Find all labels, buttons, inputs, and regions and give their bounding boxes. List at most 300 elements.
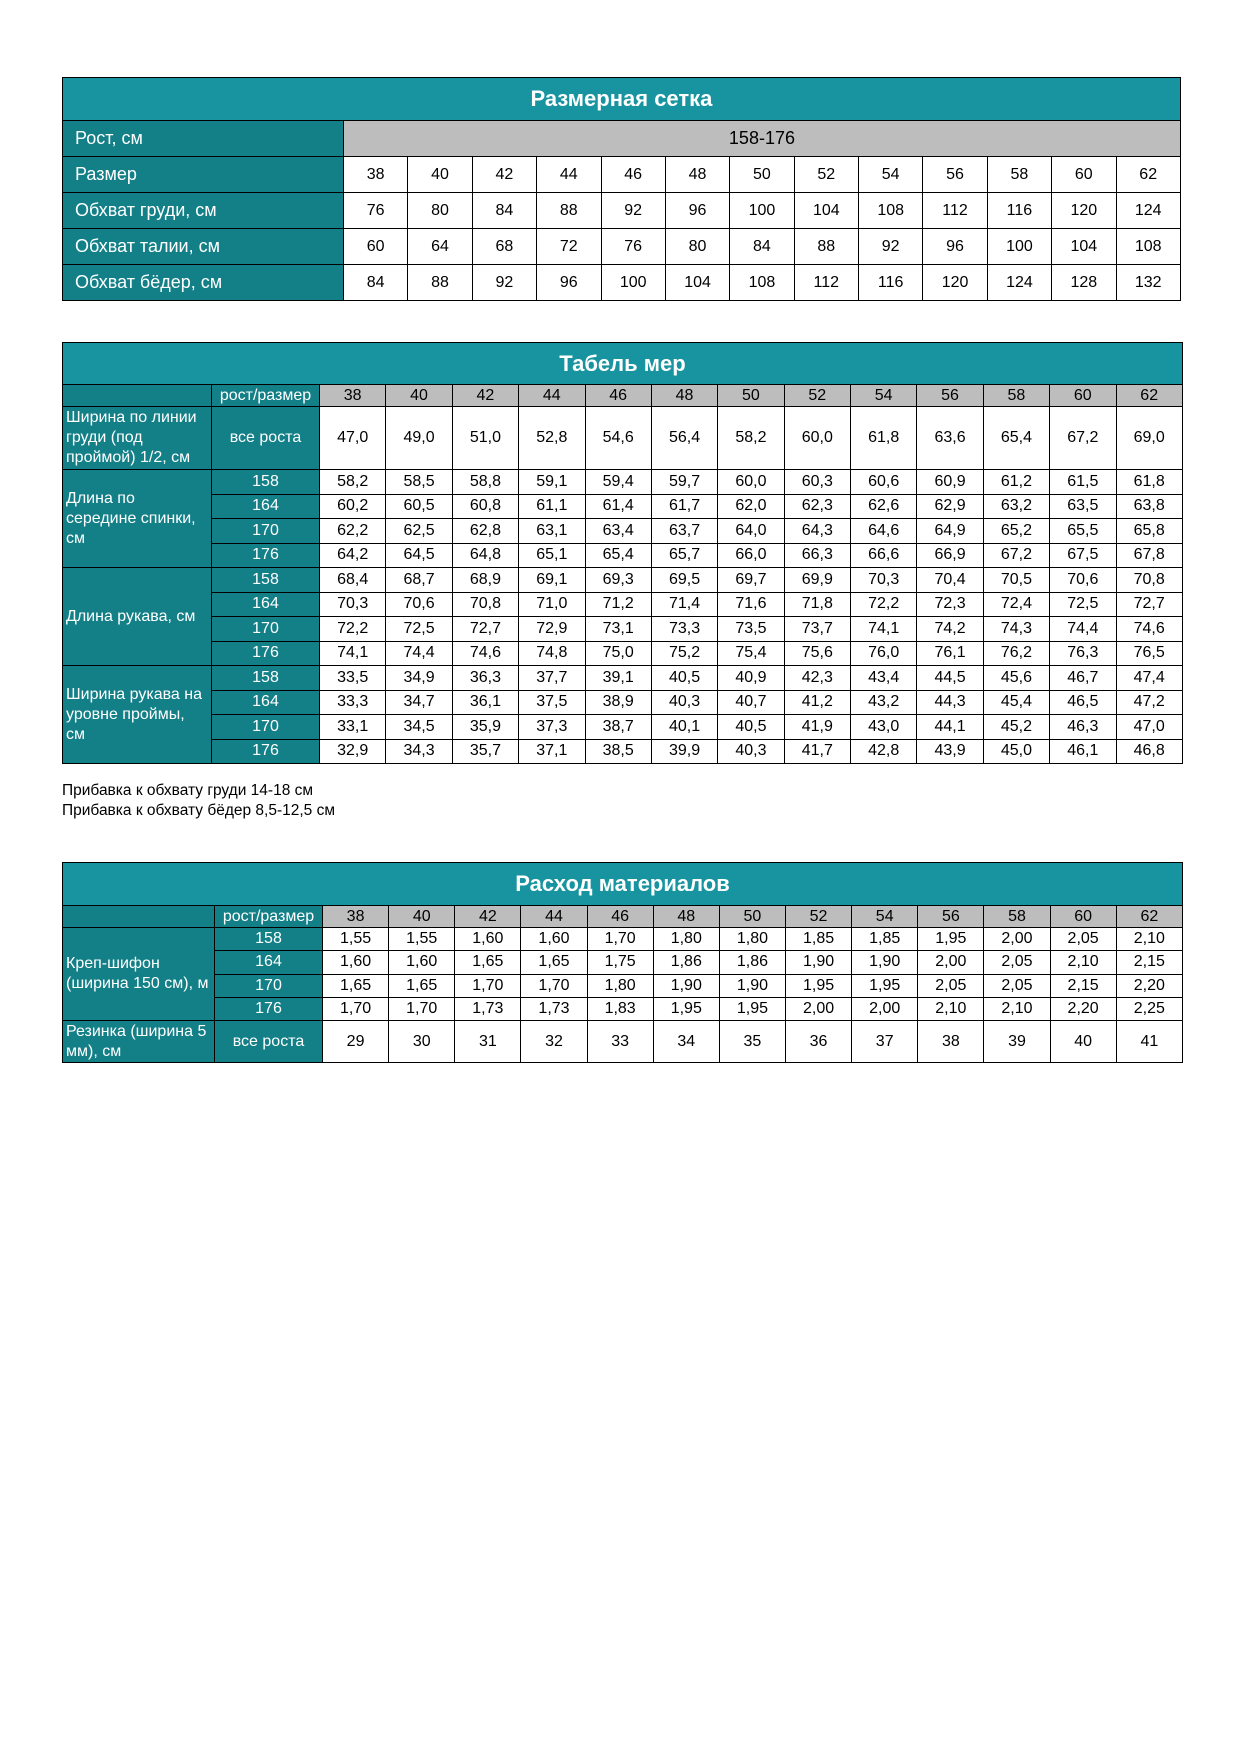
waist-cell: 100	[987, 229, 1051, 265]
hips-row	[63, 265, 1181, 301]
value-cell: 46,8	[1116, 739, 1182, 764]
value-cell: 61,7	[651, 494, 717, 519]
value-cell: 2,10	[1050, 951, 1116, 974]
value-cell: 1,73	[455, 997, 521, 1020]
value-cell: 34,7	[386, 690, 452, 715]
value-cell: 40,5	[651, 666, 717, 691]
hips-cell: 88	[408, 265, 472, 301]
size-header-cell: 44	[519, 385, 585, 407]
value-cell: 69,1	[519, 568, 585, 593]
value-cell: 1,90	[719, 974, 785, 997]
value-cell: 38,9	[585, 690, 651, 715]
value-cell: 60,6	[851, 470, 917, 495]
sizes-row	[63, 157, 1181, 193]
group-label: Длина рукава, см	[63, 568, 212, 666]
materials-table	[62, 862, 1183, 1063]
value-cell: 2,10	[1116, 928, 1182, 951]
value-cell: 64,8	[452, 543, 518, 568]
size-header-cell: 42	[452, 385, 518, 407]
height-cell: 164	[215, 951, 323, 974]
value-cell: 46,3	[1050, 715, 1116, 740]
value-cell: 60,2	[320, 494, 386, 519]
chest-cell: 92	[601, 193, 665, 229]
size-header-cell: 42	[455, 906, 521, 928]
measure-row	[63, 543, 1183, 568]
value-cell: 73,1	[585, 617, 651, 642]
waist-cell: 84	[730, 229, 794, 265]
height-cell: 164	[212, 690, 320, 715]
value-cell: 71,4	[651, 592, 717, 617]
waist-cell: 68	[472, 229, 536, 265]
value-cell: 68,4	[320, 568, 386, 593]
value-cell: 67,5	[1050, 543, 1116, 568]
waist-cell: 104	[1052, 229, 1116, 265]
value-cell: 76,3	[1050, 641, 1116, 666]
measure-row	[63, 641, 1183, 666]
value-cell: 38,5	[585, 739, 651, 764]
value-cell: 2,00	[852, 997, 918, 1020]
value-cell: 69,3	[585, 568, 651, 593]
value-cell: 75,2	[651, 641, 717, 666]
measure-row	[63, 494, 1183, 519]
value-cell: 52,8	[519, 407, 585, 470]
waist-cell: 64	[408, 229, 472, 265]
value-cell: 72,3	[917, 592, 983, 617]
size-cell: 42	[472, 157, 536, 193]
value-cell: 35	[719, 1021, 785, 1063]
value-cell: 35,7	[452, 739, 518, 764]
size-header-cell: 38	[320, 385, 386, 407]
measure-row	[63, 739, 1183, 764]
value-cell: 62,3	[784, 494, 850, 519]
value-cell: 62,2	[320, 519, 386, 544]
size-header-cell: 38	[323, 906, 389, 928]
value-cell: 58,2	[718, 407, 784, 470]
size-grid-title: Размерная сетка	[63, 78, 1181, 121]
value-cell: 37,7	[519, 666, 585, 691]
value-cell: 2,05	[1050, 928, 1116, 951]
value-cell: 1,70	[389, 997, 455, 1020]
size-header-cell: 50	[719, 906, 785, 928]
value-cell: 64,5	[386, 543, 452, 568]
header-blank-cell	[63, 385, 212, 407]
value-cell: 1,73	[521, 997, 587, 1020]
value-cell: 65,4	[585, 543, 651, 568]
value-cell: 65,2	[983, 519, 1049, 544]
value-cell: 1,80	[653, 928, 719, 951]
hips-cell: 120	[923, 265, 987, 301]
value-cell: 1,90	[653, 974, 719, 997]
value-cell: 2,25	[1116, 997, 1182, 1020]
measure-row	[63, 1021, 1183, 1063]
value-cell: 43,4	[851, 666, 917, 691]
height-cell: 170	[215, 974, 323, 997]
chest-label: Обхват груди, см	[63, 193, 344, 229]
value-cell: 72,7	[1116, 592, 1182, 617]
value-cell: 58,5	[386, 470, 452, 495]
size-header-cell: 46	[587, 906, 653, 928]
value-cell: 68,9	[452, 568, 518, 593]
value-cell: 72,4	[983, 592, 1049, 617]
value-cell: 73,7	[784, 617, 850, 642]
value-cell: 72,7	[452, 617, 518, 642]
size-header-cell: 52	[784, 385, 850, 407]
measure-row	[63, 715, 1183, 740]
note-hips-ease: Прибавка к обхвату бёдер 8,5-12,5 см	[62, 802, 336, 819]
value-cell: 58,2	[320, 470, 386, 495]
chest-cell: 104	[794, 193, 858, 229]
value-cell: 39	[984, 1021, 1050, 1063]
hips-cell: 108	[730, 265, 794, 301]
value-cell: 63,2	[983, 494, 1049, 519]
value-cell: 51,0	[452, 407, 518, 470]
value-cell: 72,2	[851, 592, 917, 617]
value-cell: 1,65	[521, 951, 587, 974]
value-cell: 54,6	[585, 407, 651, 470]
size-header-cell: 58	[983, 385, 1049, 407]
value-cell: 74,4	[386, 641, 452, 666]
value-cell: 63,1	[519, 519, 585, 544]
value-cell: 63,7	[651, 519, 717, 544]
value-cell: 64,2	[320, 543, 386, 568]
size-header-cell: 44	[521, 906, 587, 928]
value-cell: 29	[323, 1021, 389, 1063]
value-cell: 61,5	[1050, 470, 1116, 495]
height-cell: все роста	[215, 1021, 323, 1063]
value-cell: 65,4	[983, 407, 1049, 470]
value-cell: 70,5	[983, 568, 1049, 593]
value-cell: 74,6	[452, 641, 518, 666]
value-cell: 62,8	[452, 519, 518, 544]
value-cell: 62,5	[386, 519, 452, 544]
value-cell: 1,90	[785, 951, 851, 974]
value-cell: 76,0	[851, 641, 917, 666]
size-header-cell: 56	[917, 385, 983, 407]
value-cell: 70,4	[917, 568, 983, 593]
size-cell: 40	[408, 157, 472, 193]
value-cell: 75,6	[784, 641, 850, 666]
value-cell: 65,8	[1116, 519, 1182, 544]
value-cell: 1,86	[719, 951, 785, 974]
height-cell: 158	[215, 928, 323, 951]
value-cell: 47,2	[1116, 690, 1182, 715]
size-header-cell: 58	[984, 906, 1050, 928]
value-cell: 75,0	[585, 641, 651, 666]
value-cell: 63,6	[917, 407, 983, 470]
value-cell: 65,1	[519, 543, 585, 568]
value-cell: 49,0	[386, 407, 452, 470]
value-cell: 66,6	[851, 543, 917, 568]
value-cell: 40,7	[718, 690, 784, 715]
value-cell: 61,4	[585, 494, 651, 519]
measure-row	[63, 407, 1183, 470]
value-cell: 70,6	[1050, 568, 1116, 593]
value-cell: 47,4	[1116, 666, 1182, 691]
value-cell: 46,5	[1050, 690, 1116, 715]
value-cell: 40,3	[718, 739, 784, 764]
value-cell: 70,6	[386, 592, 452, 617]
materials-title: Расход материалов	[63, 863, 1183, 906]
value-cell: 71,8	[784, 592, 850, 617]
value-cell: 40,5	[718, 715, 784, 740]
waist-cell: 96	[923, 229, 987, 265]
value-cell: 34,9	[386, 666, 452, 691]
value-cell: 72,2	[320, 617, 386, 642]
value-cell: 1,65	[323, 974, 389, 997]
value-cell: 2,10	[918, 997, 984, 1020]
value-cell: 39,1	[585, 666, 651, 691]
value-cell: 46,1	[1050, 739, 1116, 764]
value-cell: 36,1	[452, 690, 518, 715]
measure-row	[63, 690, 1183, 715]
value-cell: 61,8	[851, 407, 917, 470]
value-cell: 59,7	[651, 470, 717, 495]
size-cell: 56	[923, 157, 987, 193]
value-cell: 33,5	[320, 666, 386, 691]
value-cell: 1,70	[323, 997, 389, 1020]
height-cell: 164	[212, 592, 320, 617]
value-cell: 40,3	[651, 690, 717, 715]
value-cell: 60,3	[784, 470, 850, 495]
value-cell: 64,9	[917, 519, 983, 544]
size-header-cell: 46	[585, 385, 651, 407]
size-cell: 50	[730, 157, 794, 193]
size-cell: 48	[665, 157, 729, 193]
value-cell: 60,9	[917, 470, 983, 495]
group-label: Длина по середине спинки, см	[63, 470, 212, 568]
height-cell: все роста	[212, 407, 320, 470]
value-cell: 2,05	[984, 951, 1050, 974]
measure-row	[63, 470, 1183, 495]
size-header-cell: 50	[718, 385, 784, 407]
value-cell: 56,4	[651, 407, 717, 470]
waist-cell: 76	[601, 229, 665, 265]
value-cell: 43,9	[917, 739, 983, 764]
value-cell: 40,9	[718, 666, 784, 691]
value-cell: 45,0	[983, 739, 1049, 764]
value-cell: 1,85	[785, 928, 851, 951]
measure-row	[63, 974, 1183, 997]
note-chest-ease: Прибавка к обхвату груди 14-18 см	[62, 782, 314, 799]
size-cell: 58	[987, 157, 1051, 193]
value-cell: 60,8	[452, 494, 518, 519]
chest-cell: 80	[408, 193, 472, 229]
value-cell: 36,3	[452, 666, 518, 691]
value-cell: 59,4	[585, 470, 651, 495]
height-range: 158-176	[344, 121, 1181, 157]
value-cell: 74,1	[851, 617, 917, 642]
chest-cell: 124	[1116, 193, 1180, 229]
height-cell: 158	[212, 568, 320, 593]
chest-cell: 100	[730, 193, 794, 229]
value-cell: 2,05	[918, 974, 984, 997]
size-cell: 38	[344, 157, 408, 193]
header-label-cell: рост/размер	[212, 385, 320, 407]
value-cell: 1,90	[852, 951, 918, 974]
value-cell: 63,4	[585, 519, 651, 544]
value-cell: 63,8	[1116, 494, 1182, 519]
value-cell: 1,65	[389, 974, 455, 997]
chest-cell: 84	[472, 193, 536, 229]
value-cell: 74,2	[917, 617, 983, 642]
value-cell: 71,0	[519, 592, 585, 617]
measure-row	[63, 617, 1183, 642]
chest-row	[63, 193, 1181, 229]
value-cell: 64,3	[784, 519, 850, 544]
value-cell: 66,9	[917, 543, 983, 568]
value-cell: 1,70	[455, 974, 521, 997]
size-header-cell: 40	[389, 906, 455, 928]
value-cell: 46,7	[1050, 666, 1116, 691]
value-cell: 73,3	[651, 617, 717, 642]
hips-cell: 124	[987, 265, 1051, 301]
value-cell: 61,8	[1116, 470, 1182, 495]
measure-row	[63, 928, 1183, 951]
value-cell: 60,0	[718, 470, 784, 495]
hips-cell: 100	[601, 265, 665, 301]
value-cell: 34	[653, 1021, 719, 1063]
value-cell: 34,3	[386, 739, 452, 764]
value-cell: 45,2	[983, 715, 1049, 740]
value-cell: 76,1	[917, 641, 983, 666]
value-cell: 2,20	[1116, 974, 1182, 997]
size-header-cell: 60	[1050, 385, 1116, 407]
group-label: Резинка (ширина 5 мм), см	[63, 1021, 215, 1063]
value-cell: 1,60	[323, 951, 389, 974]
size-cell: 46	[601, 157, 665, 193]
waist-cell: 92	[859, 229, 923, 265]
value-cell: 58,8	[452, 470, 518, 495]
value-cell: 41	[1116, 1021, 1182, 1063]
header-blank-cell	[63, 906, 215, 928]
value-cell: 41,9	[784, 715, 850, 740]
size-label: Размер	[63, 157, 344, 193]
value-cell: 64,0	[718, 519, 784, 544]
size-header-cell: 56	[918, 906, 984, 928]
header-row	[63, 906, 1183, 928]
value-cell: 65,7	[651, 543, 717, 568]
value-cell: 32,9	[320, 739, 386, 764]
size-cell: 60	[1052, 157, 1116, 193]
header-row	[63, 385, 1183, 407]
value-cell: 71,6	[718, 592, 784, 617]
value-cell: 60,0	[784, 407, 850, 470]
value-cell: 69,0	[1116, 407, 1182, 470]
value-cell: 1,55	[389, 928, 455, 951]
value-cell: 75,4	[718, 641, 784, 666]
height-cell: 164	[212, 494, 320, 519]
value-cell: 1,70	[587, 928, 653, 951]
value-cell: 37	[852, 1021, 918, 1063]
group-label: Ширина по линии груди (под проймой) 1/2, см	[63, 407, 212, 470]
height-cell: 176	[212, 641, 320, 666]
value-cell: 37,3	[519, 715, 585, 740]
value-cell: 1,95	[785, 974, 851, 997]
value-cell: 43,0	[851, 715, 917, 740]
materials-body	[63, 906, 1183, 1063]
value-cell: 40	[1050, 1021, 1116, 1063]
value-cell: 1,70	[521, 974, 587, 997]
value-cell: 76,2	[983, 641, 1049, 666]
value-cell: 1,60	[521, 928, 587, 951]
waist-cell: 80	[665, 229, 729, 265]
value-cell: 44,5	[917, 666, 983, 691]
waist-cell: 72	[537, 229, 601, 265]
value-cell: 38	[918, 1021, 984, 1063]
height-cell: 170	[212, 617, 320, 642]
value-cell: 1,85	[852, 928, 918, 951]
waist-cell: 108	[1116, 229, 1180, 265]
value-cell: 72,5	[386, 617, 452, 642]
value-cell: 69,7	[718, 568, 784, 593]
value-cell: 70,8	[1116, 568, 1182, 593]
value-cell: 1,60	[389, 951, 455, 974]
waist-label: Обхват талии, см	[63, 229, 344, 265]
height-label: Рост, см	[63, 121, 344, 157]
value-cell: 1,95	[918, 928, 984, 951]
value-cell: 33,1	[320, 715, 386, 740]
value-cell: 67,8	[1116, 543, 1182, 568]
value-cell: 70,8	[452, 592, 518, 617]
size-header-cell: 62	[1116, 385, 1182, 407]
value-cell: 38,7	[585, 715, 651, 740]
value-cell: 41,7	[784, 739, 850, 764]
value-cell: 62,9	[917, 494, 983, 519]
value-cell: 34,5	[386, 715, 452, 740]
hips-cell: 128	[1052, 265, 1116, 301]
measure-row	[63, 951, 1183, 974]
value-cell: 2,00	[785, 997, 851, 1020]
height-cell: 158	[212, 666, 320, 691]
size-header-cell: 62	[1116, 906, 1182, 928]
height-cell: 176	[215, 997, 323, 1020]
hips-cell: 84	[344, 265, 408, 301]
value-cell: 61,1	[519, 494, 585, 519]
chest-cell: 96	[665, 193, 729, 229]
size-header-cell: 52	[785, 906, 851, 928]
chest-cell: 88	[537, 193, 601, 229]
group-label: Ширина рукава на уровне проймы, см	[63, 666, 212, 764]
height-cell: 158	[212, 470, 320, 495]
size-header-cell: 60	[1050, 906, 1116, 928]
value-cell: 59,1	[519, 470, 585, 495]
value-cell: 39,9	[651, 739, 717, 764]
size-header-cell: 40	[386, 385, 452, 407]
measure-row	[63, 666, 1183, 691]
value-cell: 2,05	[984, 974, 1050, 997]
value-cell: 35,9	[452, 715, 518, 740]
measures-body	[63, 385, 1183, 764]
waist-cell: 60	[344, 229, 408, 265]
value-cell: 37,1	[519, 739, 585, 764]
value-cell: 44,3	[917, 690, 983, 715]
measure-row	[63, 519, 1183, 544]
value-cell: 74,6	[1116, 617, 1182, 642]
chest-cell: 76	[344, 193, 408, 229]
value-cell: 65,5	[1050, 519, 1116, 544]
size-grid-table	[62, 77, 1181, 301]
measures-table	[62, 342, 1183, 764]
value-cell: 66,3	[784, 543, 850, 568]
value-cell: 2,00	[984, 928, 1050, 951]
value-cell: 74,1	[320, 641, 386, 666]
value-cell: 40,1	[651, 715, 717, 740]
value-cell: 74,3	[983, 617, 1049, 642]
size-header-cell: 48	[653, 906, 719, 928]
value-cell: 1,55	[323, 928, 389, 951]
size-cell: 54	[859, 157, 923, 193]
value-cell: 1,75	[587, 951, 653, 974]
